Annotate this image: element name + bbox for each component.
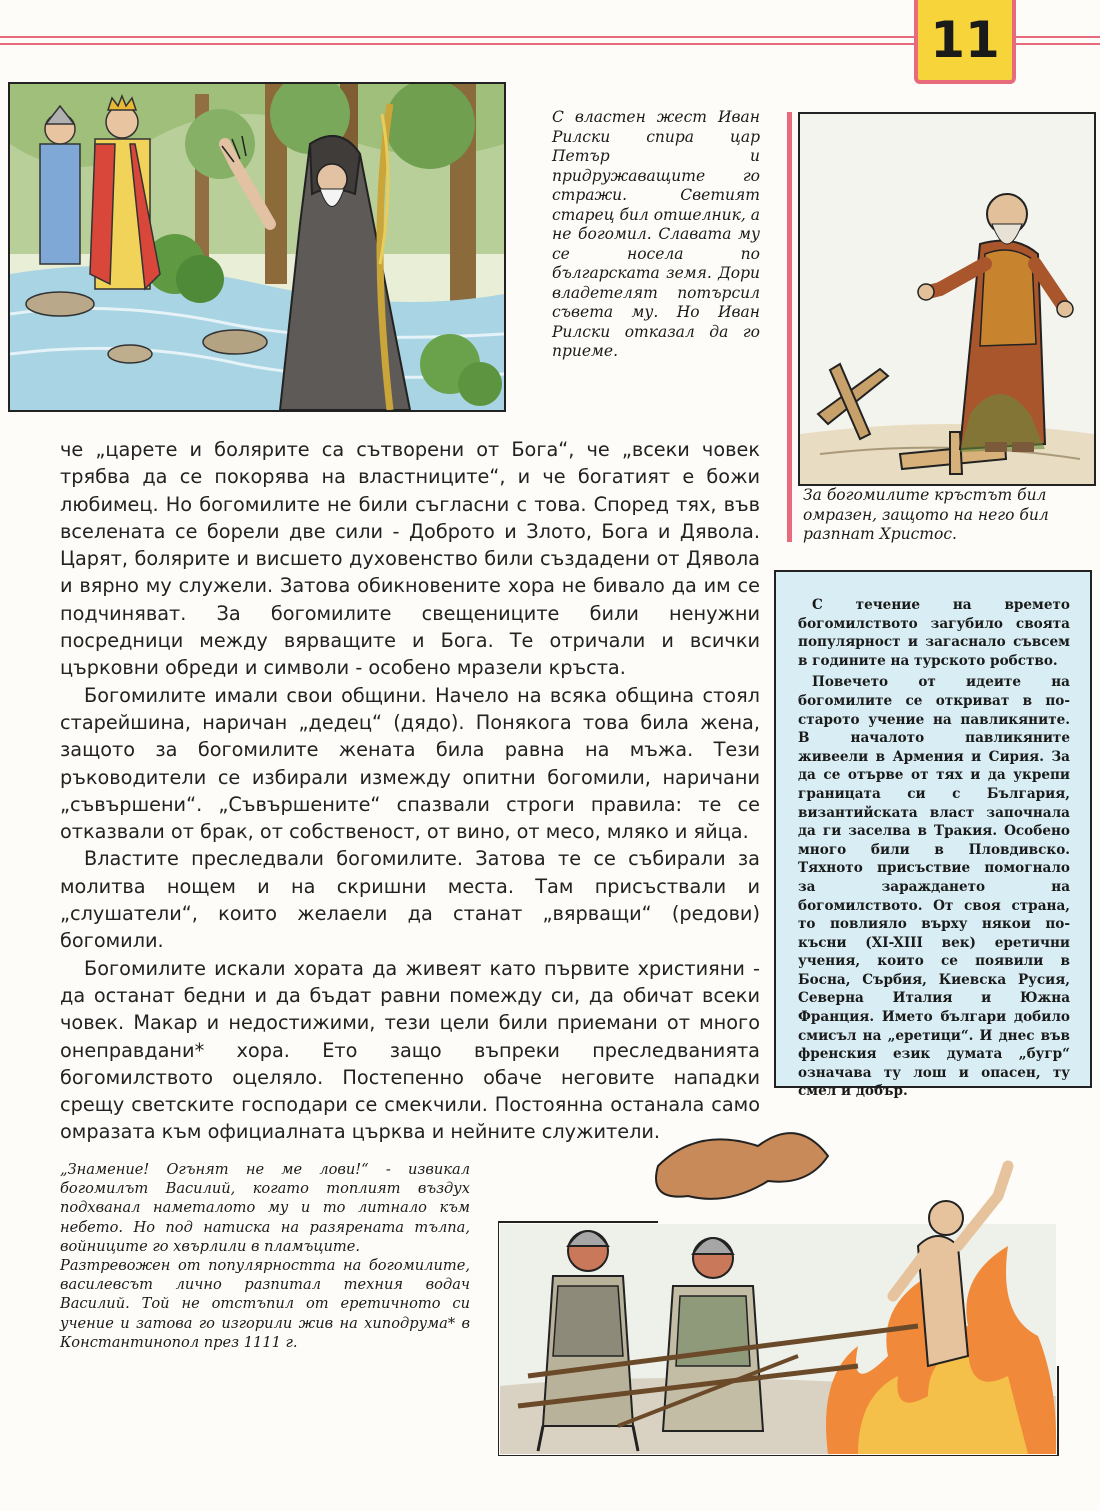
article-body — [60, 436, 760, 1146]
fire-scene-image — [498, 1126, 1098, 1456]
info-box-paragraph-1: С течение на времето богомилството загубило своята популярност и загаснало съвсем в годините на турското робство. — [798, 597, 1070, 669]
page-number-badge — [914, 0, 1016, 84]
illustration-cross — [798, 112, 1096, 486]
accent-bar — [787, 112, 792, 542]
info-box-paragraph-2: Повечето от идеите на богомилите се откриват в по-старото учение на павликяните. В началото павликяните живеели в Армения и Сирия. За да се отърве от тях и да укрепи границата си с България, византийската власт започнала да ги заселва в Тракия. Особено много били в Пловдивско. Тяхното присъствие помогнало за зараждането на богомилството. От своя страна, то повлияло върху някои по-късни (XI-XIII век) еретични учения, които се появили в Босна, Сърбия, Киевска Русия, Северна Италия и Южна Франция. Името българи добило смисъл на „еретици“. И днес във френския език думата „бугр“ означава ту лош и опасен, ту смел и добър. — [798, 674, 1070, 1100]
illustration-fire — [498, 1222, 1058, 1456]
caption-cross — [803, 486, 1073, 545]
illustration-hermit — [8, 82, 506, 412]
header-rule-right — [1002, 36, 1100, 45]
article-paragraph-3: Властите преследвали богомилите. Затова те се събирали за молитва нощем и на скришни места. Там присъствали и „слушатели“, които желаели да станат „вярващи“ (редови) богомили. — [60, 847, 760, 953]
article-paragraph-4: Богомилите искали хората да живеят като първите християни - да останат бедни и да бъдат равни помежду си, да обичат всеки човек. Макар и недостижими, тези цели били приемани от много онеправдани* хора. Ето защо въпреки преследванията богомилството оцеляло. Постепенно обаче неговите нападки срещу светските господари се смекчили. Постоянна останала само омразата към официалната църква и нейните служители. — [60, 956, 760, 1144]
hermit-scene-image — [10, 84, 504, 410]
caption-hermit — [552, 108, 760, 362]
article-paragraph-1: че „царете и болярите са сътворени от Бога“, че „всеки човек трябва да се покорява на властниците“, и че богатият е божи любимец. Но богомилите не били съгласни с това. Според тях, във вселената се борели две сили - Доброто и Злото, Бога и Дявола. Царят, болярите и висшето духовенство били създадени от Дявола и вярно му служели. Затова обикновените хора не бивало да им се подчиняват. За богомилите свещениците били ненужни посредници между вярващите и Бога. Те отричали и всички църковни обреди и символи - особено мразели кръста. — [60, 438, 760, 680]
caption-fire — [60, 1160, 470, 1352]
caption-hermit-text: С властен жест Иван Рилски спира цар Петър и придружаващите го стражи. Светият старец бил отшелник, а не богомил. Славата му се носела по българската земя. Дори владетелят потърсил съвета му. Но Иван Рилски отказал да го приеме. — [552, 108, 760, 360]
caption-fire-text-1: „Знамение! Огънят не ме лови!“ - извикал богомилът Василий, когато топлият въздух подхванал наметалото му и то литнало към небето. Но под натиска на разярената тълпа, войниците го хвърлили в пламъците. — [60, 1161, 470, 1255]
caption-cross-text: За богомилите кръстът бил омразен, защото на него бил разпнат Христос. — [803, 486, 1049, 543]
header-rule — [0, 36, 918, 45]
article-paragraph-2: Богомилите имали свои общини. Начело на всяка община стоял старейшина, наричан „дедец“ (дядо). Понякога това била жена, защото за богомилите жената била равна на мъжа. Тези ръководители се избирали измежду опитни богомили, наричани „съвършени“. „Съвършените“ спазвали строги правила: те се отказвали от брак, от собственост, от вино, от месо, мляко и яйца. — [60, 683, 760, 844]
info-box — [774, 570, 1092, 1100]
caption-fire-text-2: Разтревожен от популярността на богомилите, василевсът лично разпитал техния водач Василий. Той не отстъпил от еретичното си учение и затова го изгорили жив на хиподрума* в Константинопол през 1111 г. — [60, 1257, 470, 1351]
page-number: 11 — [930, 11, 1000, 69]
cross-scene-image — [800, 114, 1094, 484]
